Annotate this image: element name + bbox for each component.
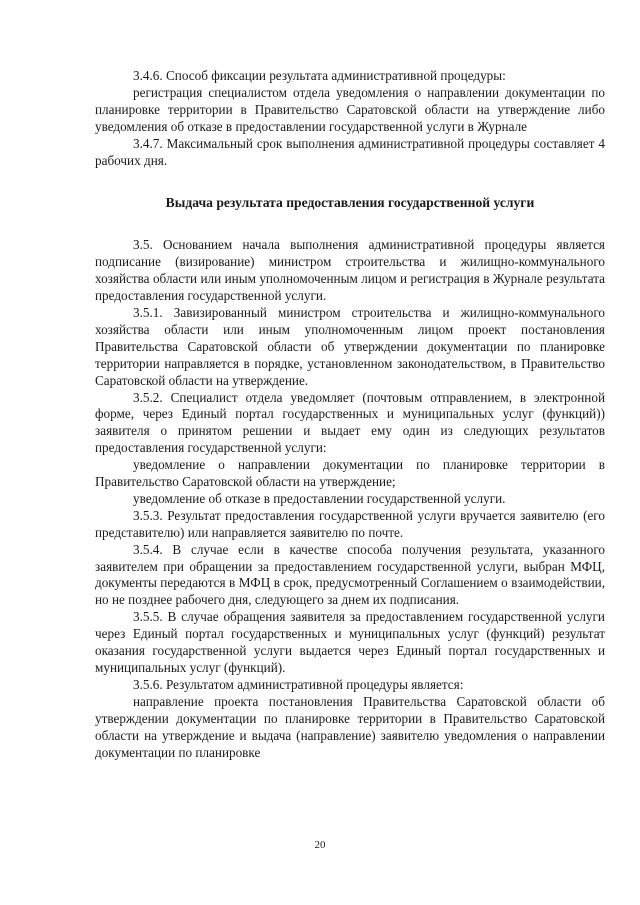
paragraph-3-5-6-result: направление проекта постановления Правительства Саратовской области об утверждении документации по планировке территории в Правительство Саратовской области на утверждение и выдача (направление) заявителю уведомления о направлении документации по планировке bbox=[95, 693, 605, 760]
section-heading: Выдача результата предоставления государственной услуги bbox=[165, 195, 535, 211]
paragraph-3-5-2-option-a: уведомление о направлении документации по планировке территории в Правительство Саратовской области на утверждение; bbox=[95, 457, 605, 490]
paragraph-3-5-6: 3.5.6. Результатом административной процедуры является: bbox=[133, 676, 464, 692]
paragraph-3-5-2-option-b: уведомление об отказе в предоставлении государственной услуги. bbox=[133, 490, 506, 506]
paragraph-3-5: 3.5. Основанием начала выполнения административной процедуры является подписание (визирование) министром строительства и жилищно-коммунального хозяйства области или иным уполномоченным лицом и регистрация в Журнале результата предоставления государственной услуги. bbox=[95, 237, 605, 304]
paragraph-3-4-6: 3.4.6. Способ фиксации результата административной процедуры: bbox=[133, 68, 506, 83]
document-page bbox=[95, 68, 605, 761]
paragraph-3-4-6-registration: регистрация специалистом отдела уведомления о направлении документации по планировке территории в Правительство Саратовской области на утверждение либо уведомления об отказе в предоставлении государственной услуги в Журнале bbox=[95, 84, 605, 134]
page-number: 20 bbox=[314, 839, 326, 851]
paragraph-3-5-2: 3.5.2. Специалист отдела уведомляет (почтовым отправлением, в электронной форме, через Единый портал государственных и муниципальных услуг (функций)) заявителя о принятом решении и выдает ему один из следующих результатов предоставления государственной услуги: bbox=[95, 389, 605, 456]
paragraph-3-5-5: 3.5.5. В случае обращения заявителя за предоставлением государственной услуги через Единый портал государственных и муниципальных услуг (функций) результат оказания государственной услуги выдается через Единый портал государственных и муниципальных услуг (функций). bbox=[95, 609, 605, 675]
paragraph-3-5-1: 3.5.1. Завизированный министром строительства и жилищно-коммунального хозяйства области или иным уполномоченным лицом проект постановления Правительства Саратовской области об утверждении документации по планировке территории направляется в порядке, установленном законодательством, в Правительство Саратовской области на утверждение. bbox=[95, 304, 605, 388]
paragraph-3-5-4: 3.5.4. В случае если в качестве способа получения результата, указанного заявителем при обращении за предоставлением государственной услуги, выбран МФЦ, документы передаются в МФЦ в срок, предусмотренный Соглашением о взаимодействии, но не позднее рабочего дня, следующего за днем их подписания. bbox=[95, 541, 605, 608]
paragraph-3-4-7: 3.4.7. Максимальный срок выполнения административной процедуры составляет 4 рабочих дня. bbox=[95, 135, 605, 168]
paragraph-3-5-3: 3.5.3. Результат предоставления государственной услуги вручается заявителю (его представителю) или направляется заявителю по почте. bbox=[95, 507, 605, 540]
